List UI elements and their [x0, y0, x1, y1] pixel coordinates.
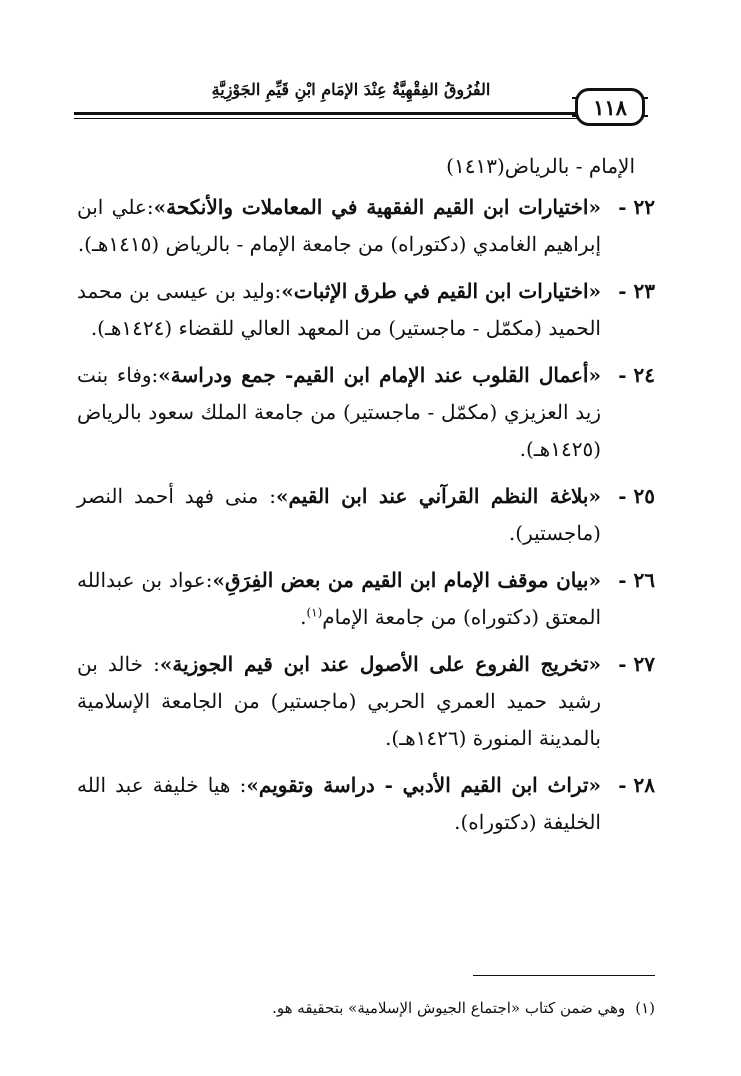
- entry-number: ٢٤ -: [618, 363, 655, 387]
- entry-body: :وليد بن عيسى بن محمد الحميد (مكمّل - ماجستير) من المعهد العالي للقضاء (١٤٢٤هـ).: [77, 279, 601, 340]
- entry-text: [77, 646, 601, 757]
- entry-title: «اختيارات ابن القيم في طرق الإثبات»: [281, 279, 601, 303]
- footnote: [77, 996, 655, 1020]
- running-title: الفُرُوقُ الفِقْهِيَّةُ عِنْدَ الإمَامِ ابْنِ قَيِّمِ الجَوْزِيَّةِ: [211, 80, 491, 99]
- entry-number: ٢٥ -: [618, 484, 655, 508]
- entry-number: ٢٢ -: [618, 195, 655, 219]
- entry-text: [77, 189, 601, 263]
- entry-text: [77, 357, 601, 468]
- list-item-22: [77, 189, 655, 263]
- list-item-23: [77, 273, 655, 347]
- list-item-24: [77, 357, 655, 468]
- main-content: [77, 148, 655, 851]
- entry-text: [77, 562, 601, 636]
- entry-body: : منى فهد أحمد النصر (ماجستير).: [77, 484, 601, 545]
- entry-text: [77, 767, 601, 841]
- entry-body: : خالد بن رشيد حميد العمري الحربي (ماجستير) من الجامعة الإسلامية بالمدينة المنورة (١٤٢٦هـ).: [77, 652, 601, 750]
- entry-body: :عواد بن عبدالله المعتق (دكتوراه) من جامعة الإمام: [77, 568, 601, 629]
- entry-text: [77, 478, 601, 552]
- header-rule-thick: [74, 112, 604, 115]
- continuation-line: الإمام - بالرياض(١٤١٣): [446, 154, 635, 178]
- entry-title: «تخريج الفروع على الأصول عند ابن قيم الجوزية»: [159, 652, 602, 676]
- entry-title: «بلاغة النظم القرآني عند ابن القيم»: [275, 484, 601, 508]
- entry-number: ٢٣ -: [618, 279, 655, 303]
- entry-title: «اختيارات ابن القيم الفقهية في المعاملات والأنكحة»: [153, 195, 601, 219]
- list-item-27: [77, 646, 655, 757]
- header-rule-thin: [74, 118, 604, 119]
- entry-body: : هيا خليفة عبد الله الخليفة (دكتوراه).: [77, 773, 601, 834]
- footnote-marker[interactable]: (١): [306, 605, 323, 620]
- entry-number: ٢٨ -: [618, 773, 655, 797]
- entry-number: ٢٦ -: [618, 568, 655, 592]
- footnote-separator: [473, 975, 655, 976]
- entry-title: «أعمال القلوب عند الإمام ابن القيم- جمع ودراسة»: [158, 363, 601, 387]
- footnote-number: (١): [635, 999, 655, 1017]
- entry-title: «تراث ابن القيم الأدبي - دراسة وتقويم»: [246, 773, 601, 797]
- page-number: ١١٨: [575, 88, 645, 126]
- entry-body-end: .: [300, 605, 307, 629]
- entry-body: :وفاء بنت زيد العزيزي (مكمّل - ماجستير) من جامعة الملك سعود بالرياض (١٤٢٥هـ).: [77, 363, 601, 461]
- list-item-26: [77, 562, 655, 636]
- entry-text: [77, 273, 601, 347]
- entry-body: :علي ابن إبراهيم الغامدي (دكتوراه) من جامعة الإمام - بالرياض (١٤١٥هـ).: [77, 195, 601, 256]
- entry-number: ٢٧ -: [618, 652, 655, 676]
- footnote-text: وهي ضمن كتاب «اجتماع الجيوش الإسلامية» بتحقيقه هو.: [272, 999, 626, 1017]
- list-item-28: [77, 767, 655, 841]
- entry-title: «بيان موقف الإمام ابن القيم من بعض الفِرَقِ»: [212, 568, 601, 592]
- list-item-25: [77, 478, 655, 552]
